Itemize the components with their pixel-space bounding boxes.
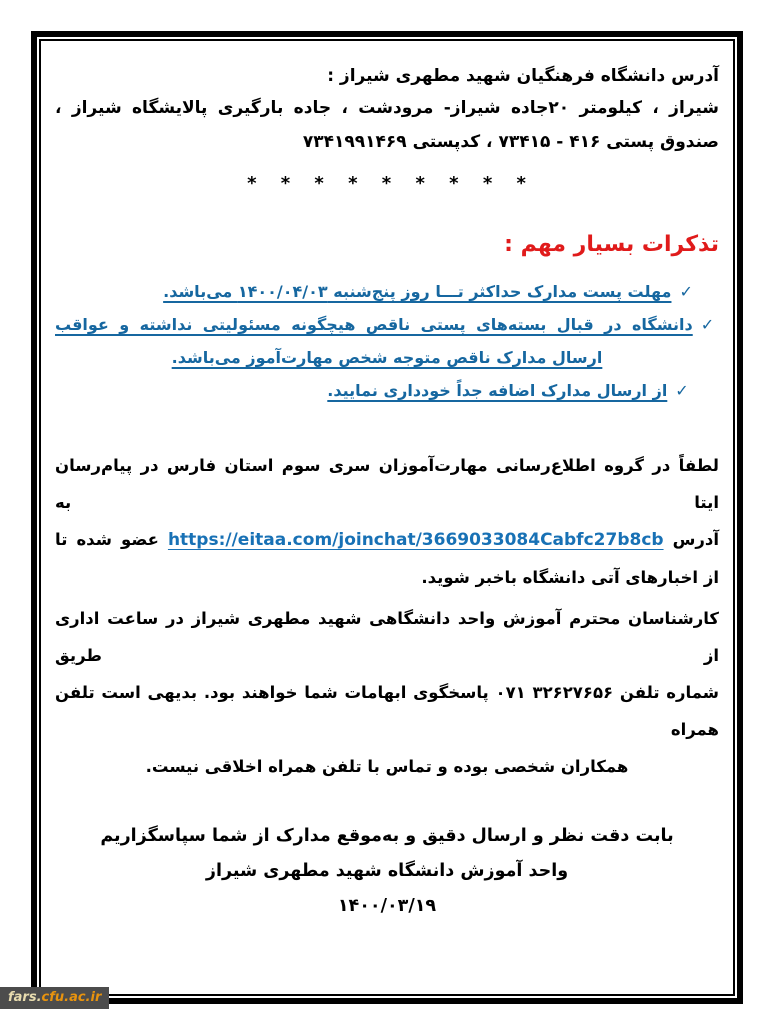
phone-paragraph-line1: کارشناسان محترم آموزش واحد دانشگاهی شهید مطهری شیراز در ساعت اداری از طریق [55,609,719,665]
eitaa-link-prefix: آدرس [672,530,720,549]
note-item-deadline [55,275,719,308]
asterisk-separator: * * * * * * * * * [247,173,527,194]
address-line-postal: صندوق پستی ۴۱۶ - ۷۳۴۱۵ ، کدپستی ۷۳۴۱۹۹۱۴۶۹ [302,132,719,152]
note-item-text: ارسال مدارک ناقص متوجه شخص مهارت‌آموز می‌باشد. [171,348,603,367]
checkmark-icon: ✓ [679,282,693,301]
closing-signature-line: واحد آموزش دانشگاه شهید مطهری شیراز [205,861,569,881]
watermark-domain: cfu.ac.ir [41,990,102,1005]
address-heading: آدرس دانشگاه فرهنگیان شهید مطهری شیراز : [327,66,719,86]
phone-paragraph-line2: شماره تلفن ۳۲۶۲۷۶۵۶ ۰۷۱ پاسخگوی ابهامات شما خواهند بود. بدیهی است تلفن همراه [55,683,720,739]
page-border-frame [31,31,743,1004]
note-item-responsibility-line1 [55,308,719,341]
important-notes-heading: تذکرات بسیار مهم : [504,232,719,257]
address-line-1: شیراز ، کیلومتر ۲۰جاده شیراز- مرودشت ، جاده بارگیری پالایشگاه شیراز ، [55,98,720,118]
checkmark-icon: ✓ [675,381,689,400]
phone-support-paragraph [55,600,719,785]
page-content-area [39,39,735,996]
note-item-responsibility-line2 [55,341,719,374]
eitaa-join-link[interactable]: https://eitaa.com/joinchat/3669033084Cabfc27b8cb [167,530,664,550]
checkmark-icon: ✓ [700,315,720,334]
eitaa-link-suffix: عضو شده تا [55,530,159,549]
site-watermark [0,987,109,1009]
note-item-text: از ارسال مدارک اضافه جداً خودداری نمایید. [327,381,668,400]
eitaa-paragraph-line2 [55,521,719,559]
note-item-text: مهلت پست مدارک حداکثر تـــا روز پنج‌شنبه ۱۴۰۰/۰۴/۰۳ می‌باشد. [163,282,672,301]
note-item-text: دانشگاه در قبال بسته‌های پستی ناقص هیچگونه مسئولیتی نداشته و عواقب [55,315,693,334]
closing-block [55,819,719,924]
important-notes-list [55,275,719,407]
phone-paragraph-line3: همکاران شخصی بوده و تماس با تلفن همراه اخلاقی نیست. [145,757,629,776]
watermark-prefix: fars. [8,990,42,1005]
eitaa-paragraph-line3: از اخبارهای آتی دانشگاه باخبر شوید. [421,568,719,587]
eitaa-group-paragraph [55,447,719,596]
note-item-extra-documents [55,374,719,407]
closing-date: ۱۴۰۰/۰۳/۱۹ [337,896,437,916]
eitaa-paragraph-line1: لطفاً در گروه اطلاع‌رسانی مهارت‌آموزان سری سوم استان فارس در پیام‌رسان ایتا به [55,456,719,512]
closing-thanks-line: بابت دقت نظر و ارسال دقیق و به‌موقع مدارک از شما سپاسگزاریم [100,826,674,846]
